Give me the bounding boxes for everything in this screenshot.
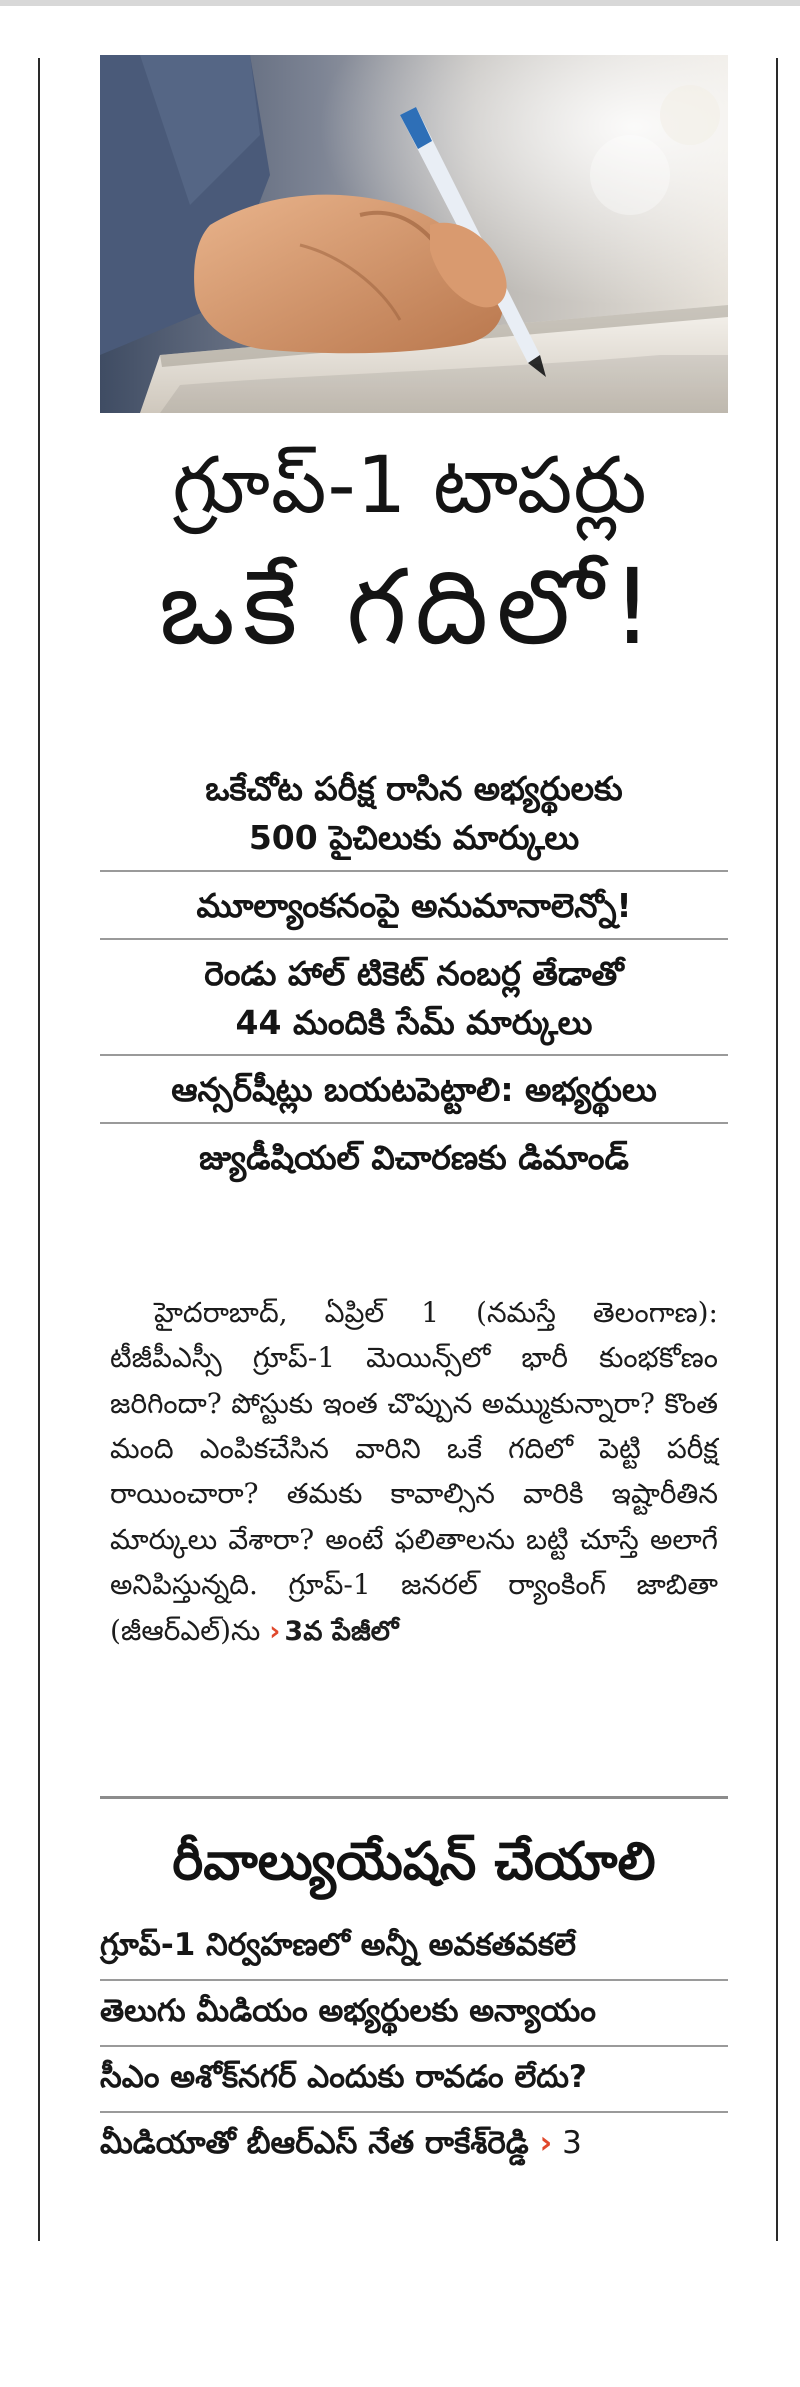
sidebar-item: గ్రూప్‌-1 నిర్వహణలో అన్నీ అవకతవకలే	[100, 1915, 728, 1981]
body-text: హైదరాబాద్‌, ఏప్రిల్‌ 1 (నమస్తే తెలంగాణ): టీజీపీఎస్సీ గ్రూప్‌-1 మెయిన్స్‌లో భారీ కుంభకోణం జరిగిందా? పోస్టుకు ఇంత చొప్పున అమ్ముకున్నారా? కొంత మంది ఎంపికచేసిన వారిని ఒకే గదిలో పెట్టి పరీక్ష రాయించారా? తమకు కావాల్సిన వారికి ఇష్టారీతిన మార్కులు వేశారా? అంటే ఫలితాలను బట్టి చూస్తే అలాగే అనిపిస్తున్నది. గ్రూప్‌-1 జనరల్‌ ర్యాంకింగ్‌ జాబితా (జీఆర్‌ఎల్‌)ను	[110, 1296, 718, 1647]
continued-label: 3వ పేజీలో	[284, 1615, 399, 1647]
deck-line: 44 మందికి సేమ్‌ మార్కులు	[100, 999, 728, 1057]
headline-line-2: ఒకే గదిలో!	[158, 545, 662, 668]
chevron-right-icon: ›	[539, 2124, 553, 2161]
deck-line: ఒకేచోట పరీక్ష రాసిన అభ్యర్థులకు	[205, 769, 623, 808]
body-paragraph	[110, 1290, 718, 1653]
deck-line: ఆన్సర్‌షీట్లు బయటపెట్టాలి: అభ్యర్థులు	[100, 1066, 728, 1124]
section-divider	[100, 1796, 728, 1799]
headline-line-1: గ్రూప్‌-1 టాపర్లు	[172, 441, 648, 531]
sidebar-item: తెలుగు మీడియం అభ్యర్థులకు అన్యాయం	[100, 1981, 728, 2047]
deck-line: మూల్యాంకనంపై అనుమానాలెన్నో!	[100, 882, 728, 940]
sidebar-box	[100, 1820, 728, 2176]
page-reference-number: 3	[562, 2124, 582, 2161]
sidebar-item: సీఎం అశోక్‌నగర్‌ ఎందుకు రావడం లేదు?	[100, 2047, 728, 2113]
sidebar-item-last	[100, 2113, 728, 2177]
deck-line: 500 పైచిలుకు మార్కులు	[100, 814, 728, 872]
deck-line: జ్యుడీషియల్‌ విచారణకు డిమాండ్‌	[199, 1138, 629, 1178]
chevron-right-icon: ›	[269, 1615, 281, 1647]
deck-line: రెండు హాల్‌ టికెట్‌ నంబర్ల తేడాతో	[204, 953, 624, 993]
deck-headlines	[100, 765, 728, 1183]
right-column-rule	[776, 58, 778, 2241]
top-border	[0, 0, 800, 6]
left-column-rule	[38, 58, 40, 2241]
headline	[80, 420, 740, 672]
writing-hand-photo	[100, 55, 728, 413]
sidebar-item-label: మీడియాతో బీఆర్‌ఎస్‌ నేత రాకేశ్‌రెడ్డి	[100, 2124, 529, 2161]
page-reference[interactable]	[540, 2125, 582, 2161]
article-body	[110, 1290, 718, 1653]
sidebar-heading: రీవాల్యుయేషన్‌ చేయాలి	[172, 1832, 656, 1892]
continued-link[interactable]	[269, 1616, 398, 1647]
